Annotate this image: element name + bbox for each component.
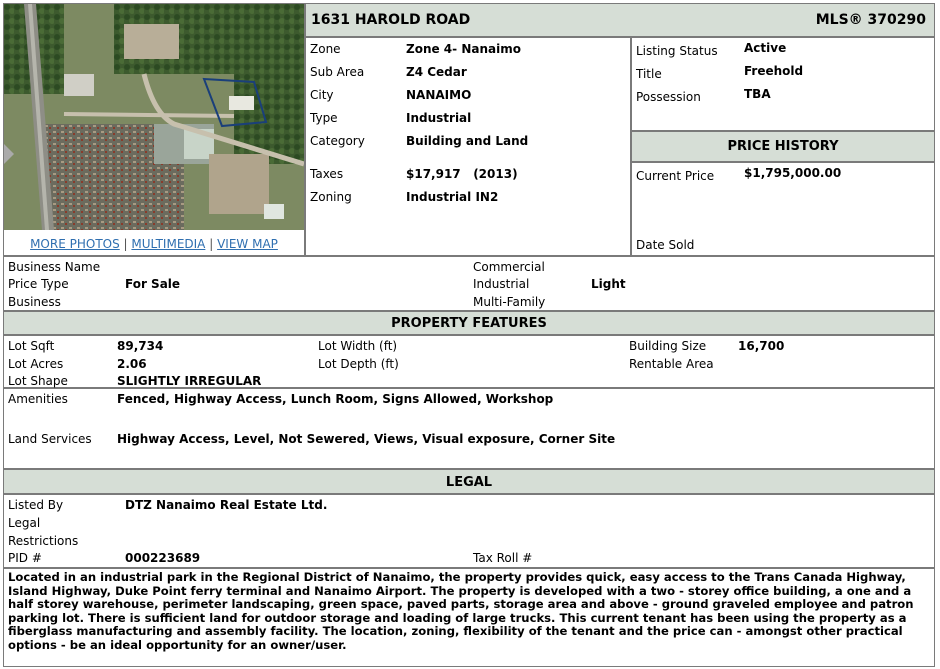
commercial-label: Commercial xyxy=(473,260,545,274)
zone-label: Zone xyxy=(310,42,341,56)
listed-by-label: Listed By xyxy=(8,498,64,512)
business-label: Business xyxy=(8,295,61,309)
business-name-label: Business Name xyxy=(8,260,101,274)
mls-number: MLS® 370290 xyxy=(815,12,926,28)
rentable-area-label: Rentable Area xyxy=(629,357,714,371)
photo-links xyxy=(4,237,304,251)
title-value: Freehold xyxy=(744,64,804,78)
lot-shape-label: Lot Shape xyxy=(8,374,68,388)
pid-value: 000223689 xyxy=(125,551,201,565)
building-size-label: Building Size xyxy=(629,339,707,353)
lot-shape-value: SLIGHTLY IRREGULAR xyxy=(117,374,262,388)
lot-depth-label: Lot Depth (ft) xyxy=(318,357,399,371)
lot-acres-value: 2.06 xyxy=(117,357,147,371)
lot-sqft-value: 89,734 xyxy=(117,339,164,353)
building-size-value: 16,700 xyxy=(738,339,785,353)
type-label: Type xyxy=(310,111,338,125)
status-panel xyxy=(631,37,935,131)
current-price-label: Current Price xyxy=(636,169,715,183)
multifamily-label: Multi-Family xyxy=(473,295,546,309)
more-photos-link[interactable]: MORE PHOTOS xyxy=(30,237,120,251)
pid-label: PID # xyxy=(8,551,42,565)
title-label: Title xyxy=(636,67,662,81)
taxes-value: $17,917 (2013) xyxy=(406,167,518,181)
aerial-photo[interactable] xyxy=(4,4,304,230)
legal-header: LEGAL xyxy=(3,469,935,494)
lot-acres-label: Lot Acres xyxy=(8,357,64,371)
amenities-value: Fenced, Highway Access, Lunch Room, Signs Allowed, Workshop xyxy=(117,392,554,406)
date-sold-label: Date Sold xyxy=(636,238,695,252)
amenities-panel xyxy=(3,388,935,469)
zone-value: Zone 4- Nanaimo xyxy=(406,42,521,56)
price-history-panel xyxy=(631,162,935,256)
possession-value: TBA xyxy=(744,87,771,101)
land-services-label: Land Services xyxy=(8,432,92,446)
price-type-label: Price Type xyxy=(8,277,69,291)
property-description: Located in an industrial park in the Regional District of Nanaimo, the property provides quick, easy access to the Trans Canada Highway, Island Highway, Duke Point ferry terminal and Nanaimo Airport. The property is developed with a two - storey office building, a one and a half storey warehouse, perimeter landscaping, green space, paved parts, storage area and above - ground graveled employee and patron parking lot. There is sufficient land for outdoor storage and loading of large trucks. This current tenant has been using the property as a fiberglass manufacturing and assembly facility. The location, zoning, flexibility of the tenant and the price can - amongst other practical options - be an ideal opportunity for an owner/user. xyxy=(8,570,914,652)
taxes-label: Taxes xyxy=(310,167,344,181)
business-panel xyxy=(3,256,935,311)
property-features-header: PROPERTY FEATURES xyxy=(3,311,935,335)
city-label: City xyxy=(310,88,334,102)
category-value: Building and Land xyxy=(406,134,529,148)
industrial-value: Light xyxy=(591,277,626,291)
subarea-label: Sub Area xyxy=(310,65,365,79)
view-map-link[interactable]: VIEW MAP xyxy=(217,237,278,251)
link-divider: | xyxy=(209,237,214,251)
photo-panel xyxy=(3,3,305,256)
zoning-value: Industrial IN2 xyxy=(406,190,499,204)
zoning-label: Zoning xyxy=(310,190,352,204)
category-label: Category xyxy=(310,134,365,148)
legal-label: Legal xyxy=(8,516,41,530)
type-value: Industrial xyxy=(406,111,472,125)
legal-panel xyxy=(3,494,935,568)
listing-header xyxy=(305,3,935,37)
listed-by-value: DTZ Nanaimo Real Estate Ltd. xyxy=(125,498,328,512)
price-history-header: PRICE HISTORY xyxy=(631,131,935,162)
lot-width-label: Lot Width (ft) xyxy=(318,339,398,353)
land-services-value: Highway Access, Level, Not Sewered, Views, Visual exposure, Corner Site xyxy=(117,432,616,446)
price-type-value: For Sale xyxy=(125,277,181,291)
link-divider: | xyxy=(123,237,128,251)
current-price-value: $1,795,000.00 xyxy=(744,166,842,180)
details-panel xyxy=(305,37,631,256)
multimedia-link[interactable]: MULTIMEDIA xyxy=(131,237,206,251)
description-panel xyxy=(3,568,935,667)
tax-roll-label: Tax Roll # xyxy=(473,551,533,565)
listing-status-value: Active xyxy=(744,41,787,55)
subarea-value: Z4 Cedar xyxy=(406,65,467,79)
industrial-label: Industrial xyxy=(473,277,530,291)
address-title: 1631 HAROLD ROAD xyxy=(311,12,471,28)
amenities-label: Amenities xyxy=(8,392,68,406)
restrictions-label: Restrictions xyxy=(8,534,79,548)
city-value: NANAIMO xyxy=(406,88,472,102)
listing-status-label: Listing Status xyxy=(636,44,718,58)
lot-sqft-label: Lot Sqft xyxy=(8,339,55,353)
lot-panel xyxy=(3,335,935,388)
possession-label: Possession xyxy=(636,90,701,104)
